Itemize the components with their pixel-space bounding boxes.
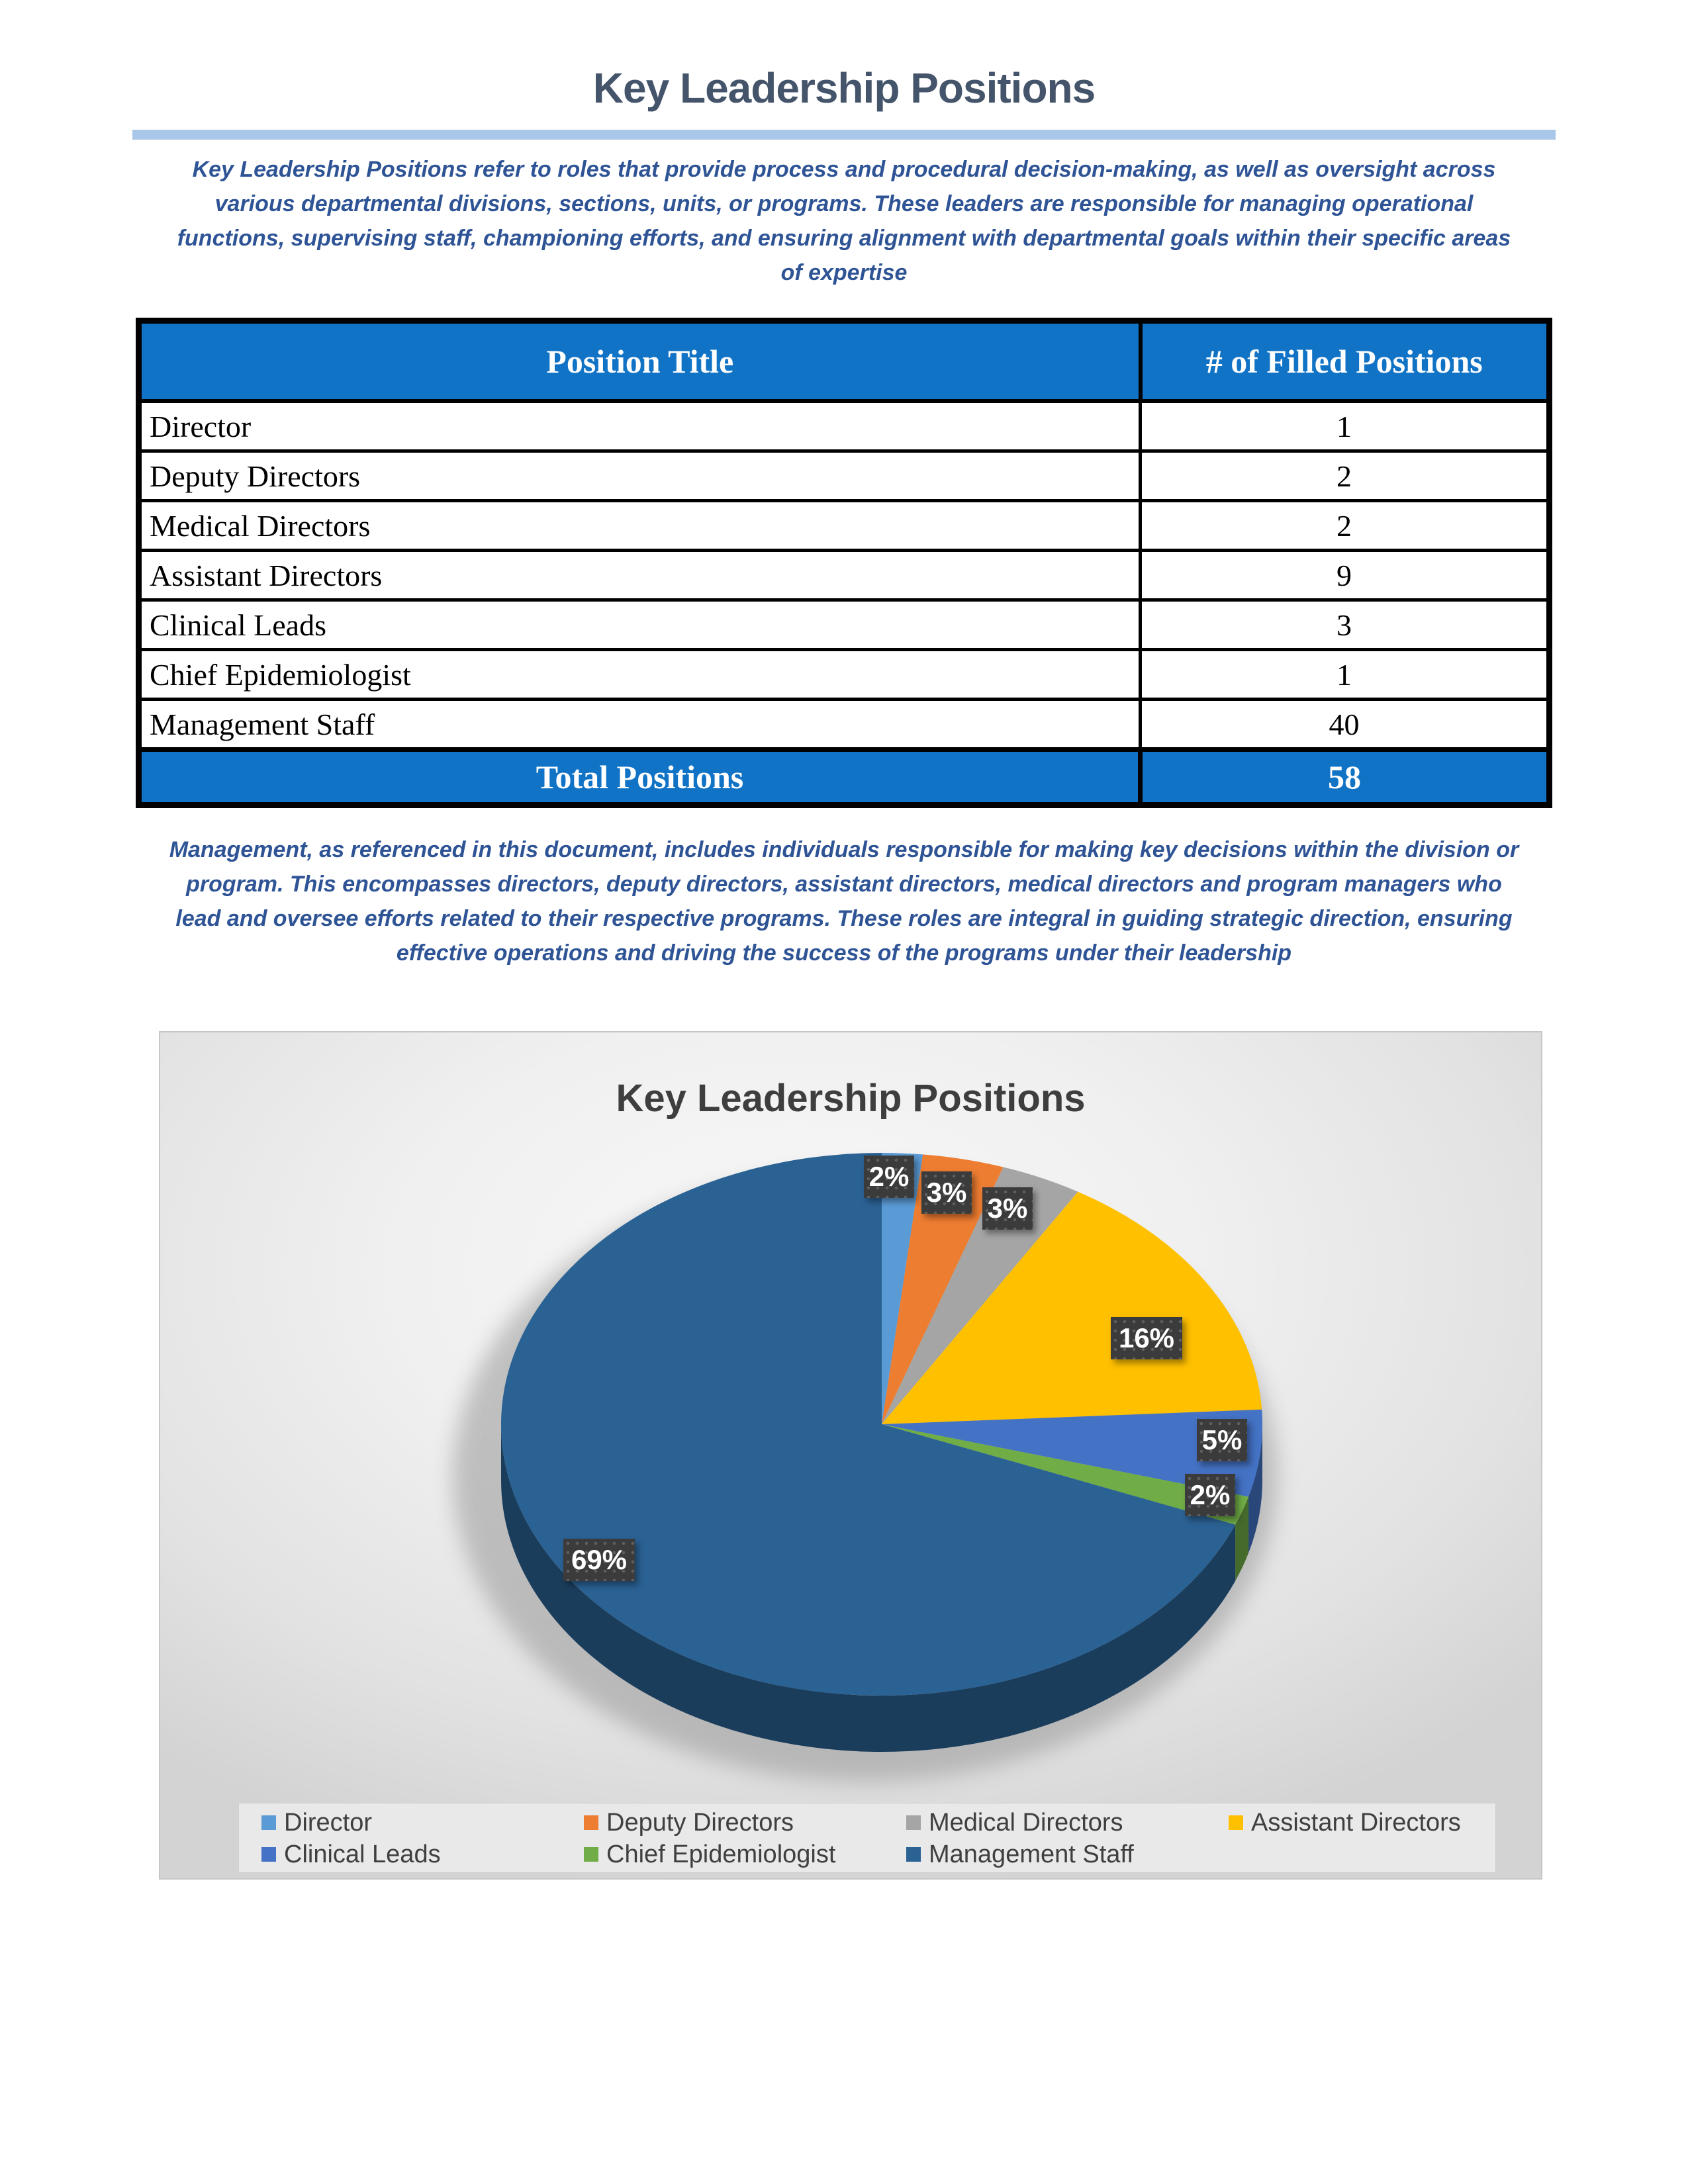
table-row bbox=[139, 501, 1550, 551]
title-underline-rule bbox=[132, 130, 1556, 140]
table-row bbox=[139, 451, 1550, 501]
pie-percent-label: 3% bbox=[921, 1171, 972, 1214]
legend-item-chief-epidemiologist bbox=[584, 1841, 906, 1869]
legend-label: Assistant Directors bbox=[1251, 1808, 1461, 1837]
legend-label: Chief Epidemiologist bbox=[606, 1840, 836, 1868]
chart-title: Key Leadership Positions bbox=[616, 1077, 1086, 1120]
pie-percent-label: 2% bbox=[864, 1156, 914, 1198]
legend-label: Director bbox=[284, 1808, 373, 1837]
legend-swatch-icon bbox=[584, 1847, 598, 1862]
legend-swatch-icon bbox=[1229, 1815, 1243, 1830]
paragraph-line: functions, supervising staff, championing efforts, and ensuring alignment with departmental goals within their specific areas bbox=[177, 226, 1511, 251]
position-title-cell: Chief Epidemiologist bbox=[139, 650, 1141, 700]
position-count-cell: 3 bbox=[1141, 600, 1550, 650]
legend-item-deputy-directors bbox=[584, 1809, 906, 1837]
paragraph-line: of expertise bbox=[780, 260, 908, 285]
legend-swatch-icon bbox=[261, 1847, 276, 1862]
total-row bbox=[139, 750, 1550, 805]
management-paragraph bbox=[132, 833, 1556, 970]
pie-percent-label: 5% bbox=[1197, 1419, 1247, 1461]
legend-item-management-staff bbox=[906, 1841, 1229, 1869]
table-header-row bbox=[139, 321, 1550, 402]
legend-item-director bbox=[261, 1809, 584, 1837]
position-title-cell: Director bbox=[139, 401, 1141, 451]
intro-paragraph bbox=[132, 152, 1556, 290]
pie-3d-graphic bbox=[160, 1032, 1542, 1880]
position-title-cell: Clinical Leads bbox=[139, 600, 1141, 650]
position-count-cell: 9 bbox=[1141, 551, 1550, 600]
position-title-cell: Management Staff bbox=[139, 700, 1141, 750]
paragraph-line: program. This encompasses directors, deputy directors, assistant directors, medical directors and program managers who bbox=[186, 872, 1502, 897]
table-row bbox=[139, 551, 1550, 600]
chart-legend bbox=[238, 1803, 1496, 1873]
pie-percent-label: 69% bbox=[563, 1539, 635, 1581]
total-value: 58 bbox=[1141, 750, 1550, 805]
legend-label: Clinical Leads bbox=[284, 1840, 441, 1868]
total-label: Total Positions bbox=[139, 750, 1141, 805]
table-row bbox=[139, 650, 1550, 700]
table-row bbox=[139, 600, 1550, 650]
legend-label: Medical Directors bbox=[929, 1808, 1123, 1837]
table-row bbox=[139, 401, 1550, 451]
legend-label: Deputy Directors bbox=[606, 1808, 794, 1837]
position-count-cell: 40 bbox=[1141, 700, 1550, 750]
position-count-cell: 2 bbox=[1141, 501, 1550, 551]
position-count-cell: 2 bbox=[1141, 451, 1550, 501]
table-row bbox=[139, 700, 1550, 750]
legend-swatch-icon bbox=[261, 1815, 276, 1830]
page-title: Key Leadership Positions bbox=[592, 64, 1096, 112]
col-header-filled-positions: # of Filled Positions bbox=[1141, 321, 1550, 402]
legend-label: Management Staff bbox=[929, 1840, 1134, 1868]
paragraph-line: Key Leadership Positions refer to roles that provide process and procedural decision-making, as well as oversight across bbox=[192, 157, 1496, 182]
position-title-cell: Medical Directors bbox=[139, 501, 1141, 551]
table-header bbox=[139, 321, 1550, 402]
legend-swatch-icon bbox=[906, 1815, 921, 1830]
col-header-position-title: Position Title bbox=[139, 321, 1141, 402]
positions-table bbox=[136, 318, 1552, 808]
pie-percent-label: 3% bbox=[982, 1187, 1033, 1230]
position-count-cell: 1 bbox=[1141, 650, 1550, 700]
pie-percent-label: 2% bbox=[1185, 1474, 1235, 1516]
position-count-cell: 1 bbox=[1141, 401, 1550, 451]
paragraph-line: various departmental divisions, sections, units, or programs. These leaders are responsible for managing operational bbox=[214, 191, 1474, 216]
paragraph-line: Management, as referenced in this document, includes individuals responsible for making key decisions within the division or bbox=[169, 837, 1519, 862]
legend-swatch-icon bbox=[906, 1847, 921, 1862]
paragraph-line: effective operations and driving the success of the programs under their leadership bbox=[396, 940, 1292, 966]
legend-item-medical-directors bbox=[906, 1809, 1229, 1837]
paragraph-line: lead and oversee efforts related to their respective programs. These roles are integral in guiding strategic direction, ensuring bbox=[175, 906, 1513, 931]
table-body bbox=[139, 401, 1550, 750]
position-title-cell: Assistant Directors bbox=[139, 551, 1141, 600]
legend-item-clinical-leads bbox=[261, 1841, 584, 1869]
legend-item-assistant-directors bbox=[1229, 1809, 1542, 1837]
legend-swatch-icon bbox=[584, 1815, 598, 1830]
table-footer bbox=[139, 750, 1550, 805]
pie-chart bbox=[159, 1031, 1542, 1880]
pie-percent-label: 16% bbox=[1111, 1317, 1182, 1359]
position-title-cell: Deputy Directors bbox=[139, 451, 1141, 501]
